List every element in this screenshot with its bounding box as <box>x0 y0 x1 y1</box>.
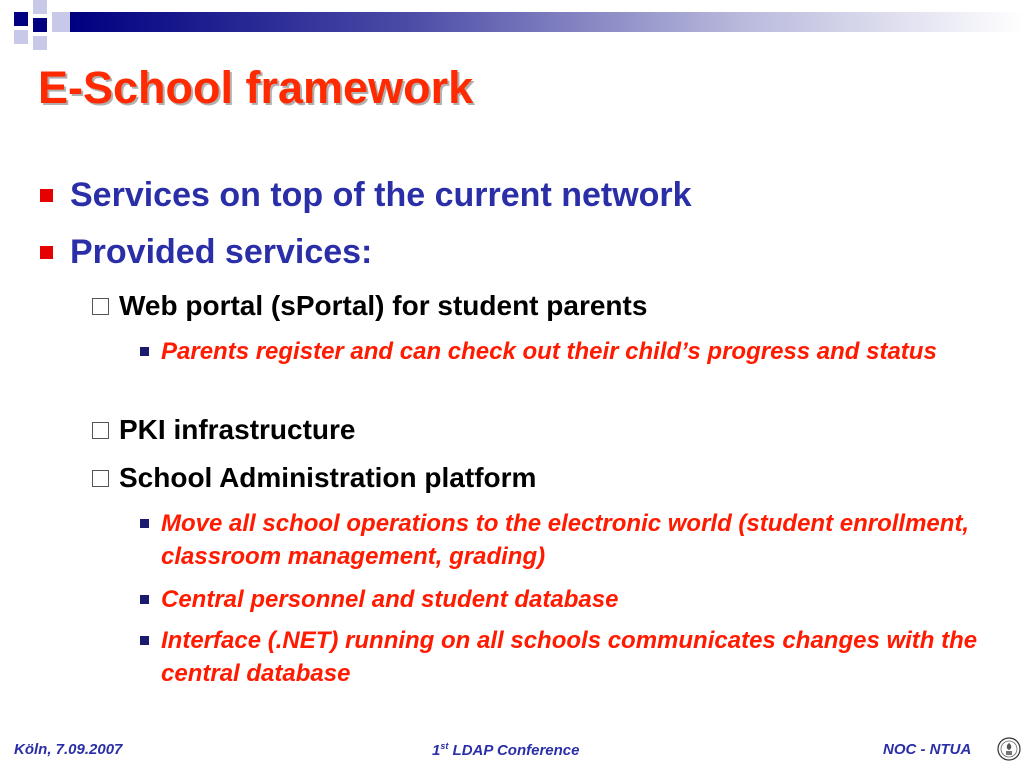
slide-title: E-School framework <box>38 62 474 113</box>
header-decoration <box>0 0 1024 56</box>
footer-conference-number: 1 <box>432 742 441 759</box>
square-bullet-icon <box>40 246 53 259</box>
detail-text: Central personnel and student database <box>161 586 619 613</box>
footer-date: Köln, 7.09.2007 <box>14 741 123 758</box>
sub-item-text: School Administration platform <box>119 462 537 493</box>
sub-item-web-portal <box>92 290 647 322</box>
hollow-square-bullet-icon <box>92 298 109 315</box>
logo-square-6 <box>14 30 28 44</box>
small-square-bullet-icon <box>140 595 149 604</box>
detail-text: Interface (.NET) running on all schools communicates changes with the central database <box>161 627 978 687</box>
logo-square-3 <box>52 12 70 32</box>
detail-text: Parents register and can check out their child’s progress and status <box>161 338 937 365</box>
small-square-bullet-icon <box>140 636 149 645</box>
bullet-services <box>40 176 692 215</box>
footer-conference-ordinal: st <box>440 741 449 751</box>
detail-text: Move all school operations to the electronic world (student enrollment, classroom management, grading) <box>161 510 970 570</box>
hollow-square-bullet-icon <box>92 422 109 439</box>
university-seal-icon <box>997 737 1021 761</box>
detail-parents-register <box>140 335 1000 368</box>
sub-item-text: Web portal (sPortal) for student parents <box>119 290 648 321</box>
small-square-bullet-icon <box>140 519 149 528</box>
detail-central-database <box>140 583 1000 616</box>
header-gradient-bar <box>70 12 1024 32</box>
hollow-square-bullet-icon <box>92 470 109 487</box>
detail-school-operations <box>140 507 1000 573</box>
square-bullet-icon <box>40 189 53 202</box>
bullet-provided-services <box>40 233 372 272</box>
bullet-text: Services on top of the current network <box>70 176 692 214</box>
logo-square-5 <box>33 36 47 50</box>
footer-conference <box>432 741 580 759</box>
detail-interface-net <box>140 624 1000 690</box>
footer-conference-name: LDAP Conference <box>448 742 580 759</box>
logo-square-2 <box>33 0 47 14</box>
bullet-text: Provided services: <box>70 233 373 271</box>
footer-organization: NOC - NTUA <box>883 741 972 758</box>
small-square-bullet-icon <box>140 347 149 356</box>
logo-square-4 <box>33 18 47 32</box>
sub-item-text: PKI infrastructure <box>119 414 356 445</box>
sub-item-school-admin <box>92 462 536 494</box>
sub-item-pki <box>92 414 356 446</box>
logo-square-1 <box>14 12 28 26</box>
